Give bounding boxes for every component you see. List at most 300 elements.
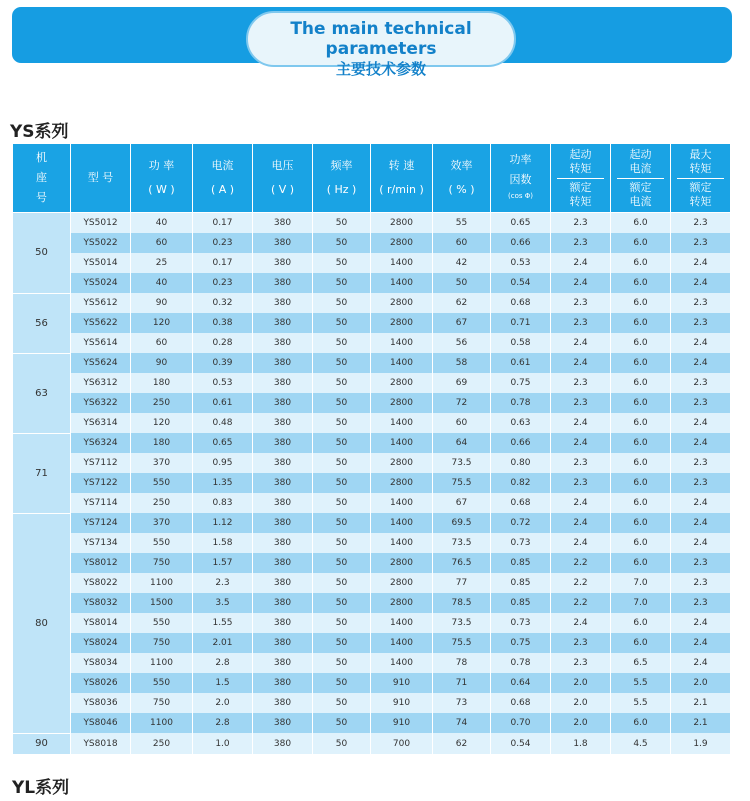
cell-tst: 2.3 (551, 653, 611, 673)
cell-voltage: 380 (253, 673, 313, 693)
cell-eff: 73.5 (433, 533, 491, 553)
cell-pf: 0.82 (491, 473, 551, 493)
cell-freq: 50 (313, 473, 371, 493)
cell-tmax: 2.4 (671, 493, 731, 513)
cell-current: 2.0 (193, 693, 253, 713)
cell-ist: 6.0 (611, 473, 671, 493)
cell-power: 1100 (131, 653, 193, 673)
frame-size-cell: 71 (13, 433, 71, 513)
frame-size-cell: 56 (13, 293, 71, 353)
cell-tst: 1.8 (551, 733, 611, 754)
cell-current: 0.53 (193, 373, 253, 393)
cell-ist: 6.0 (611, 373, 671, 393)
cell-model: YS7114 (71, 493, 131, 513)
cell-model: YS5014 (71, 253, 131, 273)
table-row (13, 213, 731, 234)
cell-eff: 55 (433, 213, 491, 234)
table-row (13, 473, 731, 493)
cell-current: 0.32 (193, 293, 253, 313)
cell-freq: 50 (313, 233, 371, 253)
cell-freq: 50 (313, 733, 371, 754)
cell-power: 120 (131, 313, 193, 333)
cell-speed: 2800 (371, 573, 433, 593)
cell-pf: 0.68 (491, 693, 551, 713)
header-speed: 转 速 ( r/min ) (371, 144, 433, 213)
cell-ist: 5.5 (611, 693, 671, 713)
cell-pf: 0.66 (491, 433, 551, 453)
cell-ist: 6.0 (611, 613, 671, 633)
title-chinese: 主要技术参数 (335, 60, 426, 78)
cell-model: YS8022 (71, 573, 131, 593)
cell-ist: 6.0 (611, 453, 671, 473)
cell-pf: 0.75 (491, 373, 551, 393)
cell-power: 750 (131, 553, 193, 573)
cell-ist: 6.0 (611, 253, 671, 273)
cell-voltage: 380 (253, 353, 313, 373)
cell-voltage: 380 (253, 473, 313, 493)
cell-voltage: 380 (253, 733, 313, 754)
cell-ist: 6.0 (611, 553, 671, 573)
cell-voltage: 380 (253, 433, 313, 453)
table-row (13, 513, 731, 533)
cell-current: 0.95 (193, 453, 253, 473)
cell-pf: 0.58 (491, 333, 551, 353)
cell-speed: 1400 (371, 333, 433, 353)
cell-pf: 0.75 (491, 633, 551, 653)
cell-tst: 2.0 (551, 693, 611, 713)
frame-size-cell: 63 (13, 353, 71, 433)
cell-speed: 1400 (371, 533, 433, 553)
cell-power: 40 (131, 273, 193, 293)
header-voltage: 电压 ( V ) (253, 144, 313, 213)
cell-freq: 50 (313, 673, 371, 693)
cell-pf: 0.54 (491, 273, 551, 293)
cell-power: 750 (131, 633, 193, 653)
cell-model: YS6324 (71, 433, 131, 453)
cell-voltage: 380 (253, 513, 313, 533)
table-row (13, 233, 731, 253)
cell-current: 3.5 (193, 593, 253, 613)
cell-ist: 6.0 (611, 393, 671, 413)
table-row (13, 273, 731, 293)
cell-tmax: 2.4 (671, 613, 731, 633)
ratio-divider (557, 178, 604, 179)
cell-eff: 62 (433, 733, 491, 754)
cell-model: YS8012 (71, 553, 131, 573)
ratio-divider (617, 178, 664, 179)
cell-voltage: 380 (253, 573, 313, 593)
cell-current: 2.3 (193, 573, 253, 593)
cell-tmax: 2.3 (671, 373, 731, 393)
cell-eff: 74 (433, 713, 491, 733)
cell-speed: 1400 (371, 493, 433, 513)
cell-eff: 62 (433, 293, 491, 313)
cell-tst: 2.4 (551, 333, 611, 353)
cell-tst: 2.3 (551, 393, 611, 413)
cell-eff: 71 (433, 673, 491, 693)
header-max-torque-ratio: 最大 转矩 额定 转矩 (671, 144, 731, 213)
cell-pf: 0.71 (491, 313, 551, 333)
cell-tmax: 2.3 (671, 473, 731, 493)
cell-voltage: 380 (253, 253, 313, 273)
cell-power: 1100 (131, 573, 193, 593)
cell-power: 1500 (131, 593, 193, 613)
cell-power: 750 (131, 693, 193, 713)
header-current: 电流 ( A ) (193, 144, 253, 213)
cell-tst: 2.2 (551, 593, 611, 613)
table-row (13, 693, 731, 713)
cell-ist: 6.0 (611, 433, 671, 453)
cell-model: YS8024 (71, 633, 131, 653)
cell-pf: 0.85 (491, 573, 551, 593)
cell-tmax: 2.4 (671, 413, 731, 433)
cell-ist: 6.5 (611, 653, 671, 673)
cell-freq: 50 (313, 313, 371, 333)
cell-voltage: 380 (253, 273, 313, 293)
cell-tst: 2.4 (551, 353, 611, 373)
cell-voltage: 380 (253, 533, 313, 553)
cell-tmax: 2.3 (671, 573, 731, 593)
cell-speed: 1400 (371, 433, 433, 453)
cell-tst: 2.4 (551, 493, 611, 513)
cell-pf: 0.78 (491, 653, 551, 673)
cell-freq: 50 (313, 373, 371, 393)
cell-voltage: 380 (253, 553, 313, 573)
cell-freq: 50 (313, 393, 371, 413)
cell-eff: 78 (433, 653, 491, 673)
cell-current: 0.48 (193, 413, 253, 433)
table-row (13, 313, 731, 333)
cell-speed: 2800 (371, 453, 433, 473)
cell-voltage: 380 (253, 713, 313, 733)
cell-eff: 69.5 (433, 513, 491, 533)
cell-ist: 6.0 (611, 353, 671, 373)
cell-voltage: 380 (253, 213, 313, 234)
table-row (13, 553, 731, 573)
cell-tst: 2.3 (551, 473, 611, 493)
cell-eff: 73.5 (433, 453, 491, 473)
cell-current: 0.61 (193, 393, 253, 413)
cell-ist: 6.0 (611, 513, 671, 533)
cell-power: 60 (131, 233, 193, 253)
cell-eff: 73 (433, 693, 491, 713)
cell-model: YS6322 (71, 393, 131, 413)
cell-ist: 6.0 (611, 413, 671, 433)
cell-current: 1.12 (193, 513, 253, 533)
cell-voltage: 380 (253, 593, 313, 613)
cell-speed: 1400 (371, 633, 433, 653)
cell-tst: 2.2 (551, 573, 611, 593)
cell-voltage: 380 (253, 373, 313, 393)
cell-tst: 2.4 (551, 413, 611, 433)
cell-tmax: 2.3 (671, 593, 731, 613)
cell-power: 550 (131, 673, 193, 693)
cell-freq: 50 (313, 653, 371, 673)
cell-current: 1.35 (193, 473, 253, 493)
table-row (13, 713, 731, 733)
cell-voltage: 380 (253, 293, 313, 313)
cell-voltage: 380 (253, 313, 313, 333)
cell-freq: 50 (313, 513, 371, 533)
cell-eff: 67 (433, 313, 491, 333)
cell-pf: 0.54 (491, 733, 551, 754)
cell-ist: 6.0 (611, 493, 671, 513)
cell-ist: 6.0 (611, 213, 671, 234)
cell-tst: 2.3 (551, 373, 611, 393)
cell-tst: 2.3 (551, 233, 611, 253)
cell-freq: 50 (313, 493, 371, 513)
cell-freq: 50 (313, 273, 371, 293)
cell-freq: 50 (313, 533, 371, 553)
cell-voltage: 380 (253, 613, 313, 633)
cell-tmax: 2.4 (671, 513, 731, 533)
cell-model: YS6312 (71, 373, 131, 393)
table-row (13, 573, 731, 593)
table-row (13, 293, 731, 313)
cell-tst: 2.3 (551, 293, 611, 313)
cell-model: YS8034 (71, 653, 131, 673)
cell-eff: 76.5 (433, 553, 491, 573)
cell-freq: 50 (313, 433, 371, 453)
cell-current: 0.38 (193, 313, 253, 333)
cell-power: 250 (131, 393, 193, 413)
cell-freq: 50 (313, 413, 371, 433)
cell-model: YS8014 (71, 613, 131, 633)
table-row (13, 353, 731, 373)
header-start-torque-ratio: 起动 转矩 额定 转矩 (551, 144, 611, 213)
cell-model: YS5612 (71, 293, 131, 313)
cell-freq: 50 (313, 593, 371, 613)
cell-power: 550 (131, 533, 193, 553)
table-row (13, 613, 731, 633)
cell-tmax: 2.4 (671, 273, 731, 293)
cell-model: YS7112 (71, 453, 131, 473)
cell-model: YS7124 (71, 513, 131, 533)
cell-pf: 0.78 (491, 393, 551, 413)
cell-tmax: 2.4 (671, 353, 731, 373)
title-banner (12, 7, 732, 78)
cell-model: YS5024 (71, 273, 131, 293)
cell-speed: 1400 (371, 273, 433, 293)
cell-power: 120 (131, 413, 193, 433)
table-header-row (13, 144, 731, 213)
cell-power: 1100 (131, 713, 193, 733)
cell-power: 550 (131, 473, 193, 493)
cell-tmax: 2.3 (671, 233, 731, 253)
cell-pf: 0.85 (491, 553, 551, 573)
cell-voltage: 380 (253, 493, 313, 513)
cell-freq: 50 (313, 253, 371, 273)
cell-tmax: 2.4 (671, 533, 731, 553)
parameters-table (12, 143, 731, 755)
cell-pf: 0.73 (491, 613, 551, 633)
table-row (13, 393, 731, 413)
cell-power: 40 (131, 213, 193, 234)
header-power: 功 率 ( W ) (131, 144, 193, 213)
frame-size-cell: 80 (13, 513, 71, 733)
cell-ist: 6.0 (611, 713, 671, 733)
cell-tst: 2.4 (551, 253, 611, 273)
header-power-factor: 功率 因数 (cos Φ) (491, 144, 551, 213)
cell-ist: 7.0 (611, 573, 671, 593)
frame-size-cell: 50 (13, 213, 71, 294)
cell-power: 250 (131, 733, 193, 754)
cell-tmax: 2.3 (671, 293, 731, 313)
cell-eff: 75.5 (433, 473, 491, 493)
cell-eff: 60 (433, 413, 491, 433)
cell-speed: 2800 (371, 393, 433, 413)
cell-model: YS6314 (71, 413, 131, 433)
cell-freq: 50 (313, 553, 371, 573)
frame-size-cell: 90 (13, 733, 71, 754)
cell-power: 60 (131, 333, 193, 353)
cell-tst: 2.0 (551, 673, 611, 693)
cell-power: 180 (131, 433, 193, 453)
cell-model: YS5614 (71, 333, 131, 353)
cell-freq: 50 (313, 333, 371, 353)
cell-freq: 50 (313, 613, 371, 633)
cell-eff: 50 (433, 273, 491, 293)
cell-current: 0.28 (193, 333, 253, 353)
table-row (13, 673, 731, 693)
cell-speed: 2800 (371, 293, 433, 313)
cell-ist: 5.5 (611, 673, 671, 693)
cell-model: YS8026 (71, 673, 131, 693)
cell-model: YS8018 (71, 733, 131, 754)
cell-ist: 6.0 (611, 533, 671, 553)
cell-tst: 2.4 (551, 513, 611, 533)
header-frequency: 频率 ( Hz ) (313, 144, 371, 213)
cell-tst: 2.0 (551, 713, 611, 733)
cell-eff: 58 (433, 353, 491, 373)
table-row (13, 633, 731, 653)
cell-speed: 2800 (371, 593, 433, 613)
cell-freq: 50 (313, 453, 371, 473)
cell-tst: 2.3 (551, 313, 611, 333)
cell-tmax: 2.3 (671, 213, 731, 234)
cell-eff: 77 (433, 573, 491, 593)
cell-ist: 4.5 (611, 733, 671, 754)
cell-pf: 0.53 (491, 253, 551, 273)
cell-tmax: 2.3 (671, 313, 731, 333)
cell-speed: 2800 (371, 233, 433, 253)
cell-eff: 60 (433, 233, 491, 253)
cell-current: 0.23 (193, 233, 253, 253)
cell-eff: 67 (433, 493, 491, 513)
header-efficiency: 效率 ( % ) (433, 144, 491, 213)
cell-pf: 0.64 (491, 673, 551, 693)
cell-power: 370 (131, 513, 193, 533)
cell-speed: 910 (371, 673, 433, 693)
cell-eff: 42 (433, 253, 491, 273)
cell-pf: 0.63 (491, 413, 551, 433)
cell-tmax: 2.4 (671, 333, 731, 353)
title-english: The main technical parameters (290, 19, 472, 59)
cell-tst: 2.3 (551, 633, 611, 653)
cell-tmax: 2.3 (671, 453, 731, 473)
yl-series-label: YL系列 (0, 776, 72, 801)
cell-voltage: 380 (253, 393, 313, 413)
cell-model: YS8032 (71, 593, 131, 613)
cell-power: 25 (131, 253, 193, 273)
cell-freq: 50 (313, 713, 371, 733)
cell-speed: 1400 (371, 613, 433, 633)
cell-pf: 0.72 (491, 513, 551, 533)
cell-eff: 75.5 (433, 633, 491, 653)
cell-speed: 2800 (371, 313, 433, 333)
cell-pf: 0.85 (491, 593, 551, 613)
cell-freq: 50 (313, 693, 371, 713)
cell-model: YS5624 (71, 353, 131, 373)
cell-pf: 0.70 (491, 713, 551, 733)
cell-speed: 2800 (371, 553, 433, 573)
cell-current: 1.57 (193, 553, 253, 573)
header-start-current-ratio: 起动 电流 额定 电流 (611, 144, 671, 213)
cell-ist: 6.0 (611, 633, 671, 653)
cell-current: 2.8 (193, 653, 253, 673)
cell-tmax: 2.4 (671, 653, 731, 673)
cell-voltage: 380 (253, 633, 313, 653)
cell-voltage: 380 (253, 453, 313, 473)
cell-tst: 2.2 (551, 553, 611, 573)
cell-tmax: 2.1 (671, 693, 731, 713)
cell-ist: 6.0 (611, 313, 671, 333)
cell-power: 250 (131, 493, 193, 513)
cell-pf: 0.61 (491, 353, 551, 373)
cell-current: 0.83 (193, 493, 253, 513)
cell-voltage: 380 (253, 693, 313, 713)
cell-power: 550 (131, 613, 193, 633)
cell-pf: 0.80 (491, 453, 551, 473)
cell-eff: 73.5 (433, 613, 491, 633)
cell-tmax: 1.9 (671, 733, 731, 754)
cell-model: YS7134 (71, 533, 131, 553)
table-row (13, 493, 731, 513)
cell-current: 2.8 (193, 713, 253, 733)
cell-model: YS7122 (71, 473, 131, 493)
cell-tst: 2.4 (551, 533, 611, 553)
cell-power: 180 (131, 373, 193, 393)
table-row (13, 433, 731, 453)
cell-tst: 2.3 (551, 453, 611, 473)
cell-model: YS5012 (71, 213, 131, 234)
cell-tmax: 2.4 (671, 433, 731, 453)
header-model: 型 号 (71, 144, 131, 213)
cell-current: 1.5 (193, 673, 253, 693)
cell-current: 0.65 (193, 433, 253, 453)
table-row (13, 453, 731, 473)
cell-current: 0.17 (193, 253, 253, 273)
cell-current: 0.23 (193, 273, 253, 293)
cell-speed: 910 (371, 713, 433, 733)
cell-current: 2.01 (193, 633, 253, 653)
cell-current: 0.39 (193, 353, 253, 373)
cell-current: 1.55 (193, 613, 253, 633)
table-row (13, 653, 731, 673)
cell-speed: 910 (371, 693, 433, 713)
cell-freq: 50 (313, 633, 371, 653)
cell-current: 1.58 (193, 533, 253, 553)
cell-tst: 2.3 (551, 213, 611, 234)
ys-series-label: YS系列 (10, 122, 69, 142)
cell-model: YS5022 (71, 233, 131, 253)
cell-pf: 0.68 (491, 493, 551, 513)
cell-eff: 64 (433, 433, 491, 453)
cell-voltage: 380 (253, 653, 313, 673)
cell-freq: 50 (313, 573, 371, 593)
cell-pf: 0.66 (491, 233, 551, 253)
cell-pf: 0.68 (491, 293, 551, 313)
